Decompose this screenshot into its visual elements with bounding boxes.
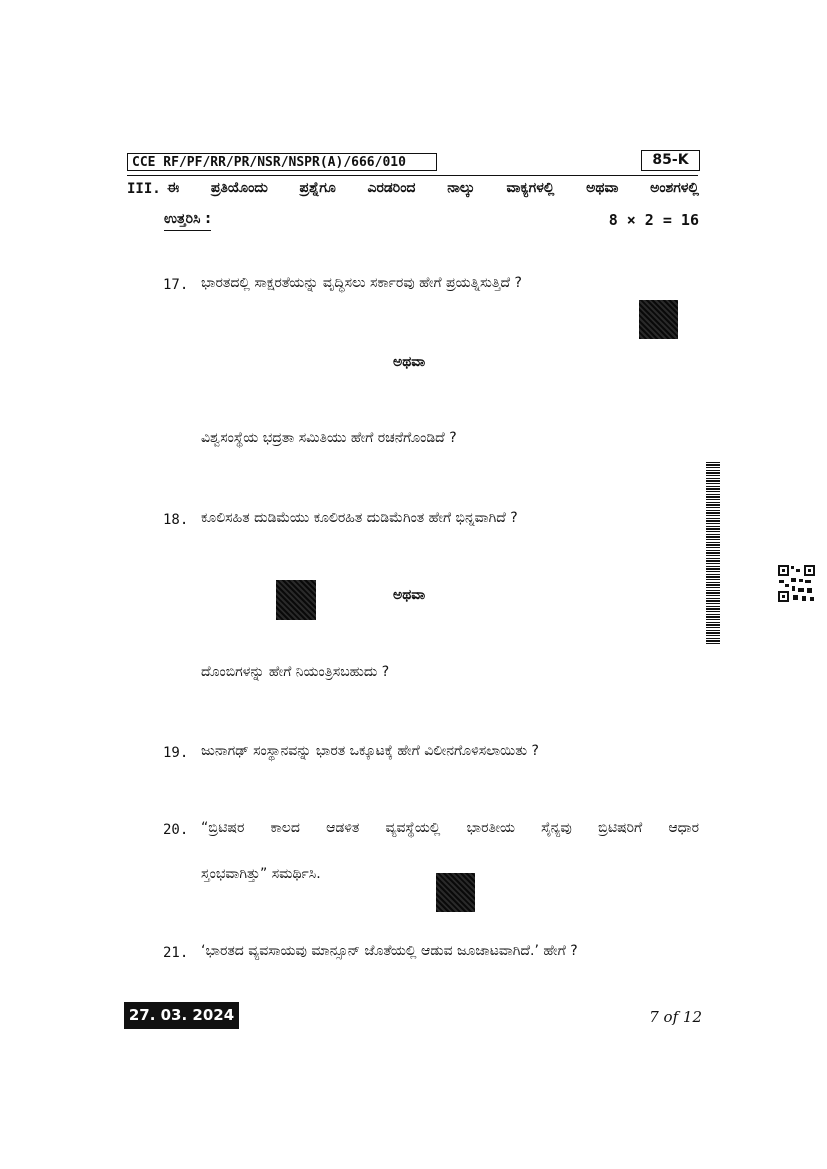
qr-code-icon — [639, 300, 678, 339]
barcode-icon — [706, 462, 720, 645]
alternate-question-text: ದೊಂಬಿಗಳನ್ನು ಹೇಗೆ ನಿಯಂತ್ರಿಸಬಹುದು ? — [201, 664, 390, 680]
section-number: III. — [127, 181, 161, 197]
paper-id: 85-K — [641, 150, 700, 171]
or-label: ಅಥವಾ — [393, 354, 426, 370]
question-number: 21. — [163, 945, 189, 961]
question-number: 17. — [163, 277, 189, 293]
section-instruction-line1: ಈ ಪ್ರತಿಯೊಂದು ಪ್ರಶ್ನೆಗೂ ಎರಡರಿಂದ ನಾಲ್ಕು ವಾಕ್ಯಗಳಲ್ಲಿ ಅಥವಾ ಅಂಶಗಳಲ್ಲಿ — [167, 180, 699, 196]
section-instruction-line2: ಉತ್ತರಿಸಿ : — [164, 211, 211, 231]
paper-code: CCE RF/PF/RR/PR/NSR/NSPR(A)/666/010 — [127, 153, 437, 171]
side-qr-code-icon — [777, 564, 816, 603]
alternate-question-text: ವಿಶ್ವಸಂಸ್ಥೆಯ ಭದ್ರತಾ ಸಮಿತಿಯು ಹೇಗೆ ರಚನೆಗೊಂಡಿದೆ ? — [201, 430, 457, 446]
page-number: 7 of 12 — [649, 1008, 702, 1026]
qr-code-icon — [436, 873, 475, 912]
question-text: ಜುನಾಗಢ್ ಸಂಸ್ಥಾನವನ್ನು ಭಾರತ ಒಕ್ಕೂಟಕ್ಕೆ ಹೇಗೆ ವಿಲೀನಗೊಳಿಸಲಾಯಿತು ? — [201, 743, 539, 759]
question-text: ಕೂಲಿಸಹಿತ ದುಡಿಮೆಯು ಕೂಲಿರಹಿತ ದುಡಿಮೆಗಿಂತ ಹೇಗೆ ಭಿನ್ನವಾಗಿದೆ ? — [201, 510, 518, 526]
question-text-line2: ಸ್ತಂಭವಾಗಿತ್ತು” ಸಮರ್ಥಿಸಿ. — [201, 866, 321, 882]
header-rule — [127, 175, 698, 176]
section-marks: 8 × 2 = 16 — [608, 211, 699, 229]
question-number: 19. — [163, 745, 189, 761]
question-text: ಭಾರತದಲ್ಲಿ ಸಾಕ್ಷರತೆಯನ್ನು ವೃದ್ಧಿಸಲು ಸರ್ಕಾರವು ಹೇಗೆ ಪ್ರಯತ್ನಿಸುತ್ತಿದೆ ? — [201, 275, 522, 291]
question-number: 18. — [163, 512, 189, 528]
question-text-line1: “ಬ್ರಿಟಿಷರ ಕಾಲದ ಆಡಳಿತ ವ್ಯವಸ್ಥೆಯಲ್ಲಿ ಭಾರತೀಯ ಸೈನ್ಯವು ಬ್ರಿಟಿಷರಿಗೆ ಆಧಾರ — [201, 820, 699, 836]
qr-code-icon — [276, 580, 316, 620]
or-label: ಅಥವಾ — [393, 587, 426, 603]
question-text: ‘ಭಾರತದ ವ್ಯವಸಾಯವು ಮಾನ್ಸೂನ್ ಜೊತೆಯಲ್ಲಿ ಆಡುವ ಜೂಜಾಟವಾಗಿದೆ.’ ಹೇಗೆ ? — [201, 943, 578, 959]
question-number: 20. — [163, 822, 189, 838]
exam-date: 27. 03. 2024 — [124, 1002, 239, 1029]
